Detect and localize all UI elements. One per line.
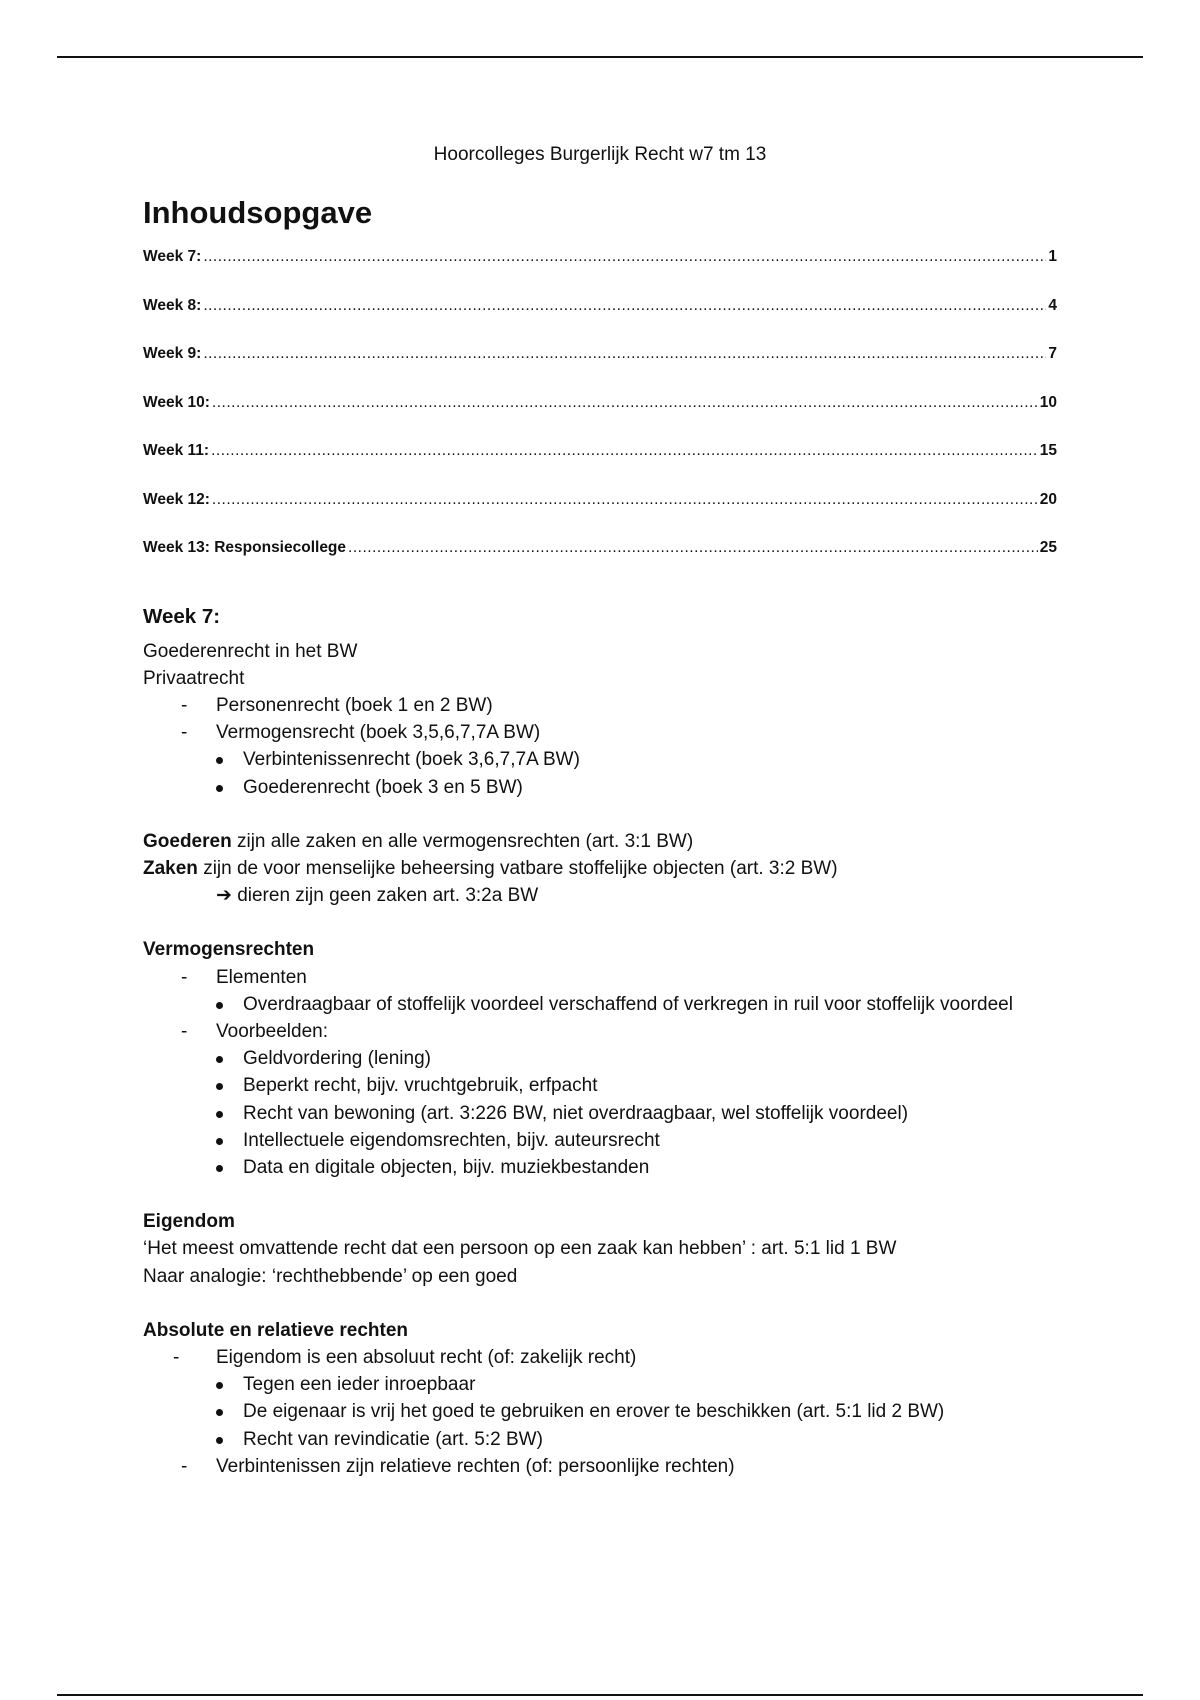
eigendom-line: Naar analogie: ‘rechthebbende’ op een goed (143, 1265, 518, 1287)
subheading-absolute-relatieve (143, 1317, 1057, 1344)
spacer (143, 909, 1057, 936)
document-body (143, 194, 1057, 1480)
toc-entry-page: 20 (1039, 490, 1057, 508)
toc-entry-week-12[interactable] (143, 491, 1057, 540)
intro-line: Goederenrecht in het BW (143, 640, 358, 662)
elementen-sublist (143, 991, 1057, 1018)
privaatrecht-list (143, 692, 1057, 746)
section-heading-week-7: Week 7: (143, 604, 221, 628)
definition-goederen (143, 828, 1057, 855)
toc-entry-page: 1 (1048, 248, 1057, 265)
intro-line: Privaatrecht (143, 667, 245, 689)
note-text: dieren zijn geen zaken art. 3:2a BW (231, 885, 539, 907)
definition-term: Goederen (143, 830, 232, 852)
list-item: Geldvordering (lening) (143, 1045, 1057, 1072)
toc-entry-label: Week 7: (143, 248, 202, 265)
toc-entry-week-7[interactable] (143, 248, 1057, 297)
definition-text: zijn alle zaken en alle vermogensrechten (art. 3:1 BW) (231, 830, 694, 852)
list-item: Intellectuele eigendomsrechten, bijv. auteursrecht (143, 1127, 1057, 1154)
absolute-sublist (143, 1371, 1057, 1453)
toc-leader-dots (211, 442, 1038, 460)
absolute-list (143, 1344, 1057, 1371)
list-item: - Personenrecht (boek 1 en 2 BW) (143, 692, 1057, 719)
subheading-text: Eigendom (143, 1211, 235, 1233)
definition-term: Zaken (143, 857, 198, 879)
toc-entry-page: 7 (1048, 345, 1057, 362)
subheading-vermogensrechten (143, 936, 1057, 963)
toc-entry-week-9[interactable] (143, 345, 1057, 394)
toc-entry-label: Week 8: (143, 296, 202, 314)
toc-entry-label: Week 10: (143, 393, 210, 411)
week-7-content (143, 638, 1057, 1480)
list-item: Overdraagbaar of stoffelijk voordeel verschaffend of verkregen in ruil voor stoffelijk voordeel (143, 991, 1057, 1018)
list-item: Data en digitale objecten, bijv. muziekbestanden (143, 1154, 1057, 1181)
list-item: - Verbintenissen zijn relatieve rechten (of: persoonlijke rechten) (143, 1453, 1057, 1480)
toc-leader-dots (212, 491, 1038, 509)
footer-rule (57, 1694, 1143, 1696)
spacer (143, 1290, 1057, 1317)
list-item: Beperkt recht, bijv. vruchtgebruik, erfpacht (143, 1072, 1057, 1099)
toc-entry-page: 4 (1048, 296, 1057, 314)
toc-entry-page: 10 (1039, 393, 1057, 411)
page-header-title: Hoorcolleges Burgerlijk Recht w7 tm 13 (433, 144, 767, 165)
spacer (143, 801, 1057, 828)
toc-entry-label: Week 11: (143, 442, 210, 459)
vermogensrechten-voorbeelden (143, 1018, 1057, 1045)
toc-entry-page: 15 (1039, 442, 1057, 459)
list-item: Recht van bewoning (art. 3:226 BW, niet overdraagbaar, wel stoffelijk voordeel) (143, 1100, 1057, 1127)
zaken-note (143, 882, 1057, 909)
list-item: - Elementen (143, 964, 1057, 991)
table-of-contents (143, 248, 1057, 588)
definition-zaken (143, 855, 1057, 882)
voorbeelden-sublist (143, 1045, 1057, 1181)
toc-entry-week-13[interactable] (143, 539, 1057, 588)
arrow-right-icon: ➔ (216, 885, 232, 907)
toc-entry-week-8[interactable] (143, 297, 1057, 346)
list-item: Recht van revindicatie (art. 5:2 BW) (143, 1426, 1057, 1453)
toc-entry-label: Week 12: (143, 490, 210, 508)
list-item: - Voorbeelden: (143, 1018, 1057, 1045)
toc-leader-dots (203, 248, 1046, 266)
vermogensrecht-sublist (143, 746, 1057, 800)
toc-entry-week-10[interactable] (143, 394, 1057, 443)
toc-leader-dots (203, 297, 1046, 315)
toc-heading: Inhoudsopgave (143, 195, 373, 230)
subheading-text: Absolute en relatieve rechten (143, 1319, 409, 1341)
header-rule (57, 56, 1143, 58)
list-item: - Eigendom is een absoluut recht (of: zakelijk recht) (143, 1344, 1057, 1371)
relatieve-list (143, 1453, 1057, 1480)
eigendom-line: ‘Het meest omvattende recht dat een persoon op een zaak kan hebben’ : art. 5:1 lid 1 BW (143, 1238, 897, 1260)
list-item: Goederenrecht (boek 3 en 5 BW) (143, 774, 1057, 801)
subheading-eigendom (143, 1208, 1057, 1235)
vermogensrechten-elementen (143, 964, 1057, 991)
list-item: Tegen een ieder inroepbaar (143, 1371, 1057, 1398)
toc-entry-week-11[interactable] (143, 442, 1057, 491)
definition-text: zijn de voor menselijke beheersing vatbare stoffelijke objecten (art. 3:2 BW) (197, 857, 838, 879)
toc-entry-label: Week 9: (143, 345, 202, 362)
list-item: - Vermogensrecht (boek 3,5,6,7,7A BW) (143, 719, 1057, 746)
list-item: Verbintenissenrecht (boek 3,6,7,7A BW) (143, 746, 1057, 773)
subheading-text: Vermogensrechten (143, 939, 315, 961)
toc-entry-label: Week 13: Responsiecollege (143, 539, 347, 556)
toc-leader-dots (203, 345, 1046, 363)
toc-leader-dots (348, 539, 1038, 557)
spacer (143, 1181, 1057, 1208)
toc-entry-page: 25 (1039, 539, 1057, 556)
toc-leader-dots (212, 394, 1038, 412)
list-item: De eigenaar is vrij het goed te gebruiken en erover te beschikken (art. 5:1 lid 2 BW) (143, 1398, 1057, 1425)
